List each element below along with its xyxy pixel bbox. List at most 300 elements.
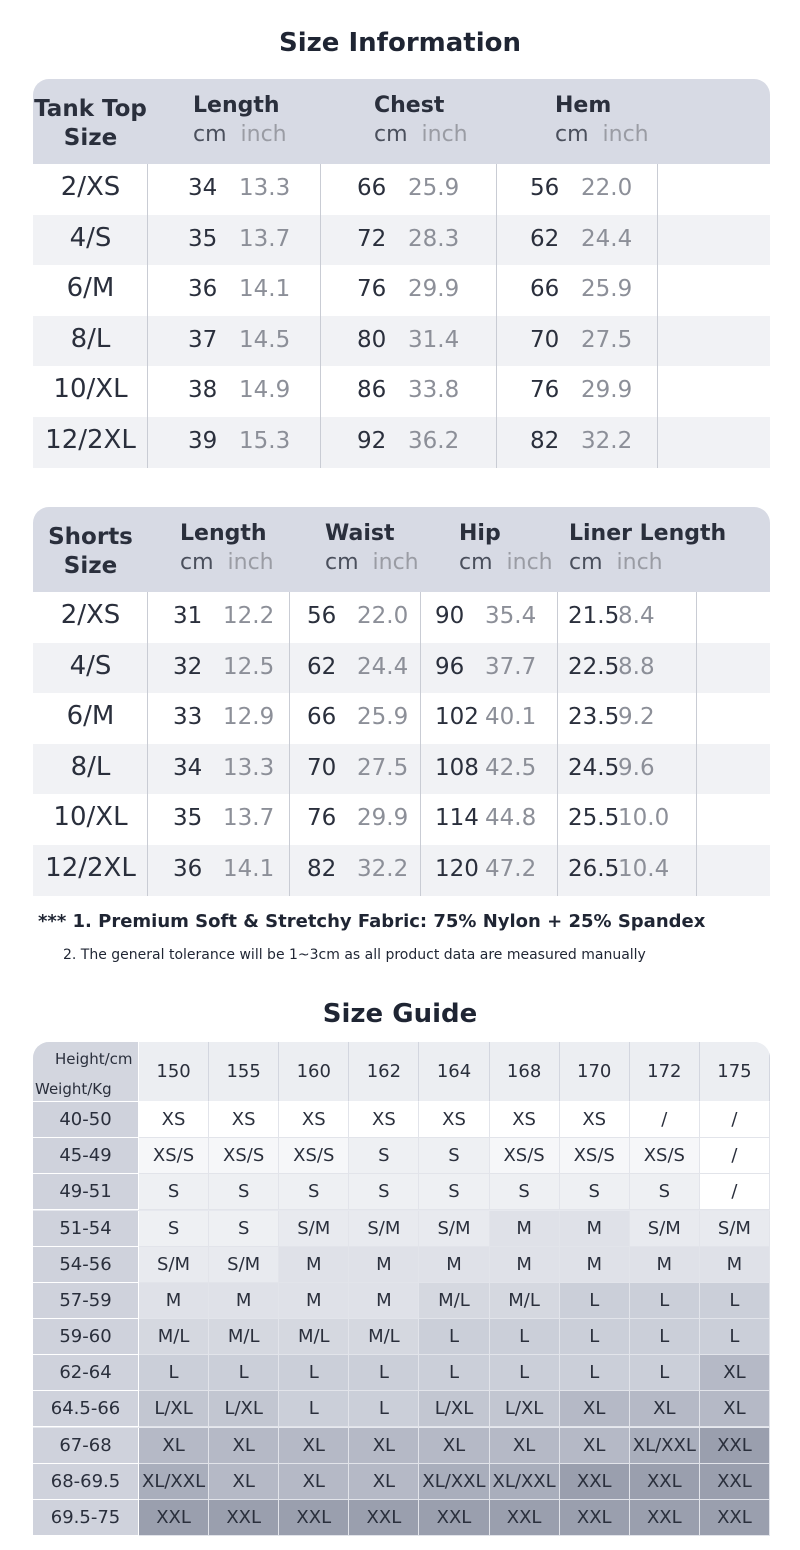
size-recommendation-cell: XS/S xyxy=(139,1138,209,1174)
size-recommendation-cell: XXL xyxy=(700,1500,770,1536)
size-recommendation-cell: XL/XXL xyxy=(139,1464,209,1500)
weight-row-header: 57-59 xyxy=(33,1283,139,1319)
tank-unit-cm: cm xyxy=(193,122,227,147)
shorts-col-header xyxy=(459,521,553,575)
tank-header xyxy=(33,79,770,164)
size-recommendation-cell: / xyxy=(700,1138,770,1174)
shorts-value-inch: 10.0 xyxy=(618,805,670,832)
height-column-header: 164 xyxy=(419,1042,489,1102)
height-column-header: 172 xyxy=(630,1042,700,1102)
weight-row-header: 40-50 xyxy=(33,1102,139,1138)
shorts-value-inch: 9.2 xyxy=(618,704,655,731)
size-recommendation-cell: M xyxy=(279,1247,349,1283)
tank-value-inch: 14.1 xyxy=(239,276,291,303)
shorts-col-header xyxy=(569,521,726,575)
guide-corner-header xyxy=(33,1042,139,1102)
shorts-value-cm: 120 xyxy=(435,855,479,882)
shorts-row xyxy=(33,845,770,896)
size-recommendation-cell: M xyxy=(630,1247,700,1283)
weight-row-header: 49-51 xyxy=(33,1174,139,1210)
size-recommendation-cell: XXL xyxy=(700,1428,770,1464)
size-recommendation-cell: M xyxy=(349,1283,419,1319)
size-recommendation-cell: M/L xyxy=(490,1283,560,1319)
size-recommendation-cell: XL xyxy=(279,1464,349,1500)
size-recommendation-cell: XL xyxy=(139,1428,209,1464)
tank-value-inch: 22.0 xyxy=(581,175,633,201)
fabric-note: *** 1. Premium Soft & Stretchy Fabric: 75% Nylon + 25% Spandex xyxy=(38,911,706,932)
size-recommendation-cell: XS xyxy=(209,1102,279,1138)
tank-value-cm: 82 xyxy=(530,427,560,454)
size-recommendation-cell: XXL xyxy=(630,1500,700,1536)
tank-size-label: 2/XS xyxy=(60,172,121,202)
size-recommendation-cell: XL/XXL xyxy=(630,1428,700,1464)
size-recommendation-cell: L xyxy=(630,1355,700,1391)
shorts-value-cm: 70 xyxy=(307,754,337,781)
shorts-value-cm: 56 xyxy=(307,603,337,629)
size-recommendation-cell: L xyxy=(490,1355,560,1391)
size-recommendation-cell: M xyxy=(560,1211,630,1247)
size-recommendation-cell: XS xyxy=(560,1102,630,1138)
shorts-size-header xyxy=(33,523,148,581)
weight-row-header: 62-64 xyxy=(33,1355,139,1391)
shorts-size-header-line: Shorts xyxy=(48,524,133,550)
shorts-col-units xyxy=(459,550,553,575)
size-recommendation-cell: S/M xyxy=(279,1211,349,1247)
size-guide-grid xyxy=(33,1042,770,1536)
shorts-value-cm: 90 xyxy=(435,603,465,629)
tank-value-cm: 66 xyxy=(357,175,387,201)
tank-value-inch: 25.9 xyxy=(408,175,460,201)
size-recommendation-cell: XS/S xyxy=(209,1138,279,1174)
tank-value-cm: 39 xyxy=(188,427,218,454)
weight-row-header: 59-60 xyxy=(33,1319,139,1355)
tank-row xyxy=(33,417,770,468)
shorts-col-name: Waist xyxy=(325,521,395,546)
size-recommendation-cell: XL xyxy=(209,1464,279,1500)
height-column-header: 160 xyxy=(279,1042,349,1102)
size-recommendation-cell: XS/S xyxy=(630,1138,700,1174)
size-recommendation-cell: M/L xyxy=(139,1319,209,1355)
shorts-value-inch: 27.5 xyxy=(357,754,409,781)
size-recommendation-cell: M xyxy=(139,1283,209,1319)
shorts-size-label: 8/L xyxy=(70,751,111,782)
shorts-value-inch: 22.0 xyxy=(357,603,409,629)
shorts-value-cm: 34 xyxy=(173,754,203,781)
shorts-value-cm: 24.5 xyxy=(568,754,620,781)
size-recommendation-cell: XL/XXL xyxy=(490,1464,560,1500)
tank-value-inch: 13.3 xyxy=(239,175,291,201)
shorts-value-inch: 40.1 xyxy=(485,704,537,731)
shorts-value-cm: 35 xyxy=(173,805,203,832)
size-recommendation-cell: L xyxy=(139,1355,209,1391)
tank-value-inch: 15.3 xyxy=(239,427,291,454)
size-recommendation-cell: XL xyxy=(560,1391,630,1427)
size-recommendation-cell: M xyxy=(279,1283,349,1319)
size-recommendation-cell: XS xyxy=(349,1102,419,1138)
shorts-col-units xyxy=(180,550,274,575)
tank-value-cm: 92 xyxy=(357,427,387,454)
size-recommendation-cell: XXL xyxy=(209,1500,279,1536)
size-guide-title: Size Guide xyxy=(322,999,478,1029)
shorts-value-inch: 10.4 xyxy=(618,855,670,882)
tank-value-inch: 27.5 xyxy=(581,326,633,353)
size-recommendation-cell: XS xyxy=(419,1102,489,1138)
tank-size-header xyxy=(33,95,148,153)
shorts-value-inch: 8.8 xyxy=(618,653,655,680)
tank-value-cm: 72 xyxy=(357,225,387,252)
height-column-header: 168 xyxy=(490,1042,560,1102)
shorts-col-units xyxy=(325,550,419,575)
shorts-value-inch: 12.9 xyxy=(223,704,275,731)
shorts-size-label: 2/XS xyxy=(60,600,121,630)
size-recommendation-cell: XXL xyxy=(560,1464,630,1500)
shorts-unit-inch: inch xyxy=(227,550,274,575)
tank-col-header xyxy=(555,93,649,147)
tank-size-label: 4/S xyxy=(69,222,112,253)
size-recommendation-cell: M/L xyxy=(419,1283,489,1319)
weight-row-header: 45-49 xyxy=(33,1138,139,1174)
shorts-unit-cm: cm xyxy=(180,550,214,575)
size-recommendation-cell: XXL xyxy=(349,1500,419,1536)
tank-size-label: 12/2XL xyxy=(45,424,136,455)
shorts-column-divider xyxy=(557,592,558,896)
size-recommendation-cell: XL xyxy=(209,1428,279,1464)
shorts-value-cm: 33 xyxy=(173,704,203,731)
shorts-size-label: 6/M xyxy=(66,701,115,732)
tank-value-inch: 28.3 xyxy=(408,225,460,252)
size-recommendation-cell: S xyxy=(349,1174,419,1210)
tank-size-label: 10/XL xyxy=(53,374,128,405)
size-recommendation-cell: S/M xyxy=(349,1211,419,1247)
shorts-column-divider xyxy=(420,592,421,896)
shorts-column-divider xyxy=(147,592,148,896)
tank-value-cm: 76 xyxy=(357,276,387,303)
size-recommendation-cell: S xyxy=(139,1174,209,1210)
tank-col-units xyxy=(555,122,649,147)
shorts-body xyxy=(33,592,770,896)
size-recommendation-cell: S/M xyxy=(630,1211,700,1247)
shorts-value-cm: 102 xyxy=(435,704,479,731)
shorts-unit-inch: inch xyxy=(372,550,419,575)
size-recommendation-cell: M xyxy=(419,1247,489,1283)
shorts-value-inch: 14.1 xyxy=(223,855,275,882)
shorts-value-cm: 76 xyxy=(307,805,337,832)
tank-unit-cm: cm xyxy=(555,122,589,147)
size-recommendation-cell: S xyxy=(630,1174,700,1210)
size-recommendation-cell: XL xyxy=(700,1391,770,1427)
tank-value-cm: 35 xyxy=(188,225,218,252)
shorts-value-cm: 96 xyxy=(435,653,465,680)
size-recommendation-cell: XL xyxy=(630,1391,700,1427)
shorts-value-inch: 35.4 xyxy=(485,603,537,629)
size-recommendation-cell: S xyxy=(139,1211,209,1247)
tank-value-cm: 80 xyxy=(357,326,387,353)
tank-size-header-line: Size xyxy=(63,125,118,151)
shorts-value-inch: 44.8 xyxy=(485,805,537,832)
shorts-value-cm: 31 xyxy=(173,603,203,629)
size-recommendation-cell: L xyxy=(560,1283,630,1319)
size-recommendation-cell: XS xyxy=(279,1102,349,1138)
shorts-unit-cm: cm xyxy=(569,550,603,575)
size-recommendation-cell: L/XL xyxy=(209,1391,279,1427)
weight-row-header: 51-54 xyxy=(33,1211,139,1247)
height-column-header: 170 xyxy=(560,1042,630,1102)
shorts-unit-cm: cm xyxy=(325,550,359,575)
shorts-value-inch: 24.4 xyxy=(357,653,409,680)
size-recommendation-cell: S/M xyxy=(700,1211,770,1247)
size-recommendation-cell: L xyxy=(490,1319,560,1355)
size-recommendation-cell: M/L xyxy=(279,1319,349,1355)
shorts-size-header-line: Size xyxy=(63,553,118,579)
size-recommendation-cell: M/L xyxy=(209,1319,279,1355)
tank-col-name: Hem xyxy=(555,93,612,118)
size-recommendation-cell: XS/S xyxy=(490,1138,560,1174)
shorts-value-inch: 9.6 xyxy=(618,754,655,781)
weight-row-header: 68-69.5 xyxy=(33,1464,139,1500)
tank-row xyxy=(33,215,770,266)
shorts-row xyxy=(33,592,770,643)
size-recommendation-cell: XL xyxy=(349,1428,419,1464)
shorts-value-cm: 25.5 xyxy=(568,805,620,832)
tank-unit-inch: inch xyxy=(602,122,649,147)
shorts-size-table xyxy=(33,507,770,896)
size-recommendation-cell: L xyxy=(560,1319,630,1355)
shorts-value-inch: 13.7 xyxy=(223,805,275,832)
size-recommendation-cell: XXL xyxy=(490,1500,560,1536)
size-recommendation-cell: S xyxy=(349,1138,419,1174)
size-recommendation-cell: L xyxy=(630,1283,700,1319)
weight-row-header: 69.5-75 xyxy=(33,1500,139,1536)
size-recommendation-cell: XL xyxy=(560,1428,630,1464)
shorts-col-header xyxy=(180,521,274,575)
size-recommendation-cell: XL xyxy=(490,1428,560,1464)
tank-row xyxy=(33,316,770,367)
size-recommendation-cell: XS/S xyxy=(560,1138,630,1174)
size-recommendation-cell: M xyxy=(349,1247,419,1283)
tank-value-cm: 62 xyxy=(530,225,560,252)
shorts-value-cm: 26.5 xyxy=(568,855,620,882)
size-recommendation-cell: L/XL xyxy=(419,1391,489,1427)
size-recommendation-cell: S xyxy=(560,1174,630,1210)
size-recommendation-cell: L xyxy=(279,1391,349,1427)
size-recommendation-cell: XL xyxy=(279,1428,349,1464)
tank-col-name: Chest xyxy=(374,93,445,118)
size-recommendation-cell: XXL xyxy=(419,1500,489,1536)
height-column-header: 175 xyxy=(700,1042,770,1102)
shorts-value-cm: 108 xyxy=(435,754,479,781)
shorts-value-inch: 42.5 xyxy=(485,754,537,781)
shorts-value-inch: 37.7 xyxy=(485,653,537,680)
tank-value-inch: 33.8 xyxy=(408,377,460,404)
tank-column-divider xyxy=(147,164,148,468)
size-recommendation-cell: XS xyxy=(139,1102,209,1138)
size-recommendation-cell: S/M xyxy=(209,1247,279,1283)
tank-value-inch: 13.7 xyxy=(239,225,291,252)
tank-col-header xyxy=(374,93,468,147)
size-recommendation-cell: M xyxy=(209,1283,279,1319)
tank-value-inch: 36.2 xyxy=(408,427,460,454)
size-recommendation-cell: L xyxy=(209,1355,279,1391)
size-recommendation-cell: L xyxy=(279,1355,349,1391)
tank-value-inch: 14.9 xyxy=(239,377,291,404)
shorts-value-inch: 8.4 xyxy=(618,603,655,629)
size-recommendation-cell: S/M xyxy=(419,1211,489,1247)
size-recommendation-cell: M xyxy=(490,1247,560,1283)
shorts-value-cm: 32 xyxy=(173,653,203,680)
shorts-unit-inch: inch xyxy=(506,550,553,575)
size-information-title: Size Information xyxy=(279,28,521,58)
tank-column-divider xyxy=(657,164,658,468)
size-recommendation-cell: L xyxy=(349,1391,419,1427)
size-recommendation-cell: L xyxy=(700,1283,770,1319)
height-column-header: 155 xyxy=(209,1042,279,1102)
size-recommendation-cell: XL xyxy=(349,1464,419,1500)
size-recommendation-cell: S xyxy=(209,1211,279,1247)
size-recommendation-cell: L xyxy=(700,1319,770,1355)
weight-row-header: 67-68 xyxy=(33,1428,139,1464)
tank-value-cm: 36 xyxy=(188,276,218,303)
size-recommendation-cell: XXL xyxy=(139,1500,209,1536)
size-recommendation-cell: XL xyxy=(419,1428,489,1464)
tank-value-cm: 37 xyxy=(188,326,218,353)
shorts-value-cm: 36 xyxy=(173,855,203,882)
weight-row-header: 54-56 xyxy=(33,1247,139,1283)
tank-value-cm: 56 xyxy=(530,175,560,201)
size-recommendation-cell: M xyxy=(700,1247,770,1283)
tank-column-divider xyxy=(320,164,321,468)
height-axis-label: Height/cm xyxy=(55,1050,133,1068)
size-recommendation-cell: XXL xyxy=(700,1464,770,1500)
tank-column-divider xyxy=(496,164,497,468)
size-recommendation-cell: XL xyxy=(700,1355,770,1391)
shorts-col-units xyxy=(569,550,726,575)
height-column-header: 162 xyxy=(349,1042,419,1102)
shorts-col-header xyxy=(325,521,419,575)
shorts-value-inch: 12.5 xyxy=(223,653,275,680)
tank-value-inch: 14.5 xyxy=(239,326,291,353)
tank-value-cm: 86 xyxy=(357,377,387,404)
size-recommendation-cell: / xyxy=(630,1102,700,1138)
tank-value-inch: 29.9 xyxy=(408,276,460,303)
size-recommendation-cell: L/XL xyxy=(490,1391,560,1427)
tank-col-name: Length xyxy=(193,93,280,118)
tank-value-cm: 38 xyxy=(188,377,218,404)
shorts-value-cm: 62 xyxy=(307,653,337,680)
size-recommendation-cell: XXL xyxy=(630,1464,700,1500)
size-recommendation-cell: XS/S xyxy=(279,1138,349,1174)
size-recommendation-cell: / xyxy=(700,1102,770,1138)
tolerance-note: 2. The general tolerance will be 1~3cm as all product data are measured manually xyxy=(63,947,646,963)
shorts-col-name: Liner Length xyxy=(569,521,727,546)
size-recommendation-cell: M/L xyxy=(349,1319,419,1355)
tank-value-cm: 76 xyxy=(530,377,560,404)
shorts-column-divider xyxy=(289,592,290,896)
tank-value-inch: 24.4 xyxy=(581,225,633,252)
size-recommendation-cell: M xyxy=(560,1247,630,1283)
size-recommendation-cell: S xyxy=(419,1138,489,1174)
tank-value-inch: 32.2 xyxy=(581,427,633,454)
shorts-row xyxy=(33,693,770,744)
size-recommendation-cell: S xyxy=(419,1174,489,1210)
tank-body xyxy=(33,164,770,468)
shorts-col-name: Hip xyxy=(459,521,501,546)
size-recommendation-cell: / xyxy=(700,1174,770,1210)
size-recommendation-cell: L xyxy=(419,1319,489,1355)
tank-size-header-line: Tank Top xyxy=(34,96,147,122)
size-recommendation-cell: L xyxy=(419,1355,489,1391)
weight-row-header: 64.5-66 xyxy=(33,1391,139,1427)
shorts-value-inch: 32.2 xyxy=(357,855,409,882)
tank-col-units xyxy=(374,122,468,147)
size-recommendation-cell: XL/XXL xyxy=(419,1464,489,1500)
tank-unit-inch: inch xyxy=(240,122,287,147)
tank-value-inch: 31.4 xyxy=(408,326,460,353)
weight-axis-label: Weight/Kg xyxy=(35,1080,112,1098)
tank-size-label: 8/L xyxy=(70,323,111,354)
shorts-value-inch: 13.3 xyxy=(223,754,275,781)
size-recommendation-cell: XS xyxy=(490,1102,560,1138)
shorts-size-label: 4/S xyxy=(69,650,112,681)
size-recommendation-cell: XXL xyxy=(279,1500,349,1536)
shorts-value-cm: 82 xyxy=(307,855,337,882)
size-recommendation-cell: S/M xyxy=(139,1247,209,1283)
tank-top-size-table xyxy=(33,79,770,468)
shorts-value-inch: 29.9 xyxy=(357,805,409,832)
size-recommendation-cell: S xyxy=(279,1174,349,1210)
tank-col-header xyxy=(193,93,287,147)
height-column-header: 150 xyxy=(139,1042,209,1102)
size-recommendation-cell: L xyxy=(630,1319,700,1355)
tank-value-inch: 29.9 xyxy=(581,377,633,404)
size-recommendation-cell: L xyxy=(560,1355,630,1391)
shorts-value-cm: 23.5 xyxy=(568,704,620,731)
shorts-value-cm: 21.5 xyxy=(568,603,620,629)
shorts-header xyxy=(33,507,770,592)
shorts-unit-inch: inch xyxy=(616,550,663,575)
tank-value-inch: 25.9 xyxy=(581,276,633,303)
shorts-size-label: 12/2XL xyxy=(45,852,136,883)
shorts-row xyxy=(33,643,770,694)
shorts-col-name: Length xyxy=(180,521,267,546)
tank-row xyxy=(33,164,770,215)
shorts-row xyxy=(33,794,770,845)
shorts-size-label: 10/XL xyxy=(53,802,128,833)
tank-row xyxy=(33,265,770,316)
shorts-value-cm: 22.5 xyxy=(568,653,620,680)
size-recommendation-cell: L/XL xyxy=(139,1391,209,1427)
size-recommendation-cell: S xyxy=(490,1174,560,1210)
shorts-unit-cm: cm xyxy=(459,550,493,575)
tank-size-label: 6/M xyxy=(66,273,115,304)
tank-value-cm: 70 xyxy=(530,326,560,353)
size-recommendation-cell: L xyxy=(349,1355,419,1391)
tank-unit-cm: cm xyxy=(374,122,408,147)
shorts-value-inch: 12.2 xyxy=(223,603,275,629)
shorts-row xyxy=(33,744,770,795)
tank-unit-inch: inch xyxy=(421,122,468,147)
tank-value-cm: 34 xyxy=(188,175,218,201)
tank-row xyxy=(33,366,770,417)
shorts-value-inch: 47.2 xyxy=(485,855,537,882)
shorts-column-divider xyxy=(696,592,697,896)
size-recommendation-cell: M xyxy=(490,1211,560,1247)
shorts-value-cm: 114 xyxy=(435,805,479,832)
tank-value-cm: 66 xyxy=(530,276,560,303)
tank-col-units xyxy=(193,122,287,147)
size-recommendation-cell: S xyxy=(209,1174,279,1210)
shorts-value-inch: 25.9 xyxy=(357,704,409,731)
size-recommendation-cell: XXL xyxy=(560,1500,630,1536)
